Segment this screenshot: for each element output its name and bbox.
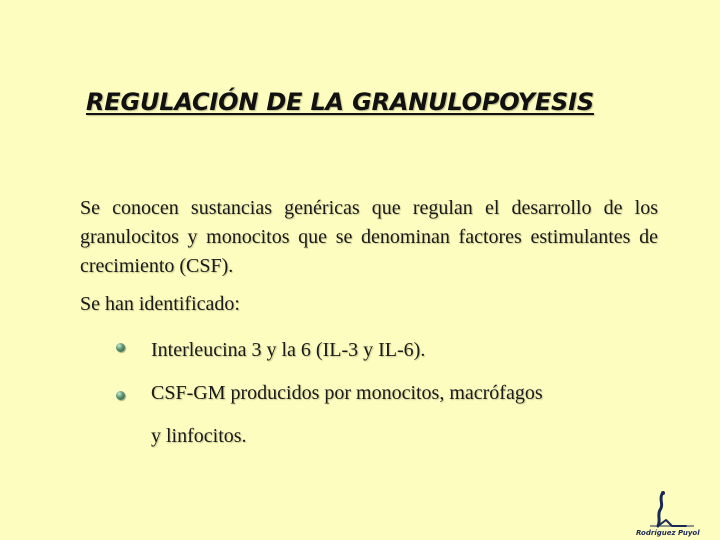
intro-paragraph: Se conocen sustancias genéricas que regulan el desarrollo de los granulocitos y monocitos que se denominan factores estimulantes de crecimiento (CSF). <box>80 197 658 277</box>
green-sphere-bullet-icon <box>116 343 125 352</box>
logo-caption: Rodríguez Puyol <box>636 529 700 537</box>
bullet-text: y linfocitos. <box>151 425 247 447</box>
green-sphere-bullet-icon <box>116 391 125 400</box>
bullet-text: Interleucina 3 y la 6 (IL-3 y IL-6). <box>151 339 426 361</box>
bullet-text: CSF-GM producidos por monocitos, macrófagos <box>151 382 543 404</box>
author-logo <box>636 490 710 538</box>
subheading: Se han identificado: <box>80 293 240 315</box>
author-logo-icon <box>642 490 702 530</box>
slide-title: REGULACIÓN DE LA GRANULOPOYESIS <box>86 88 594 116</box>
